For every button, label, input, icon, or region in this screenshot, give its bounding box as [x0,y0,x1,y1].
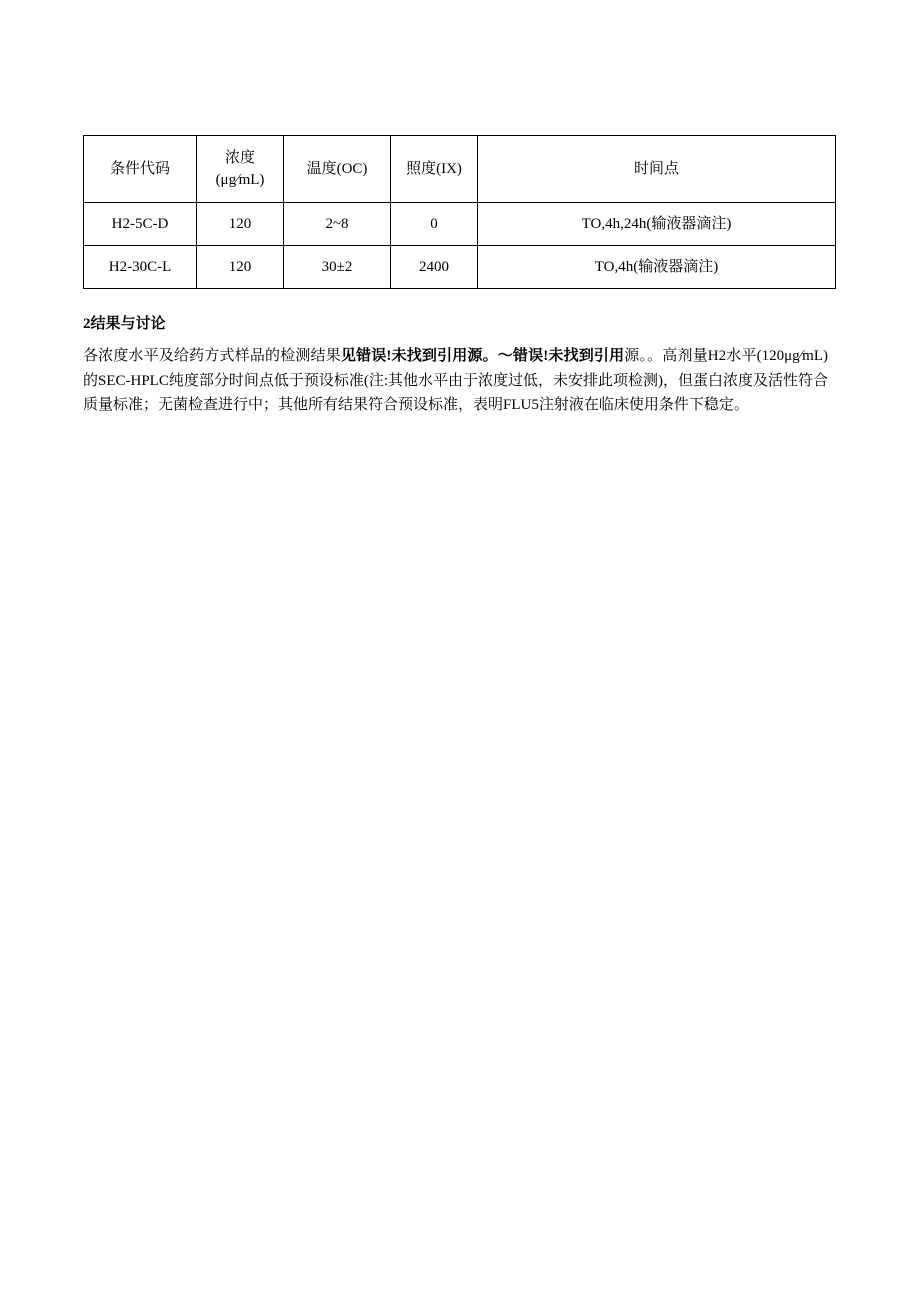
cell-temperature: 2~8 [284,203,391,246]
cell-concentration: 120 [197,203,284,246]
header-temperature: 温度(OC) [284,136,391,203]
header-condition-code: 条件代码 [84,136,197,203]
cell-illuminance: 2400 [391,246,478,289]
table-row [84,246,836,289]
cell-condition-code: H2-30C-L [84,246,197,289]
header-concentration-unit: (μg∕mL) [215,172,265,188]
header-concentration [197,136,284,203]
table-header-row [84,136,836,203]
cell-time-point: TO,4h,24h(输液器滴注) [478,203,836,246]
storage-conditions-table [83,135,836,289]
section-heading: 2结果与讨论 [83,316,166,332]
header-concentration-label: 浓度 [224,150,255,166]
cell-concentration: 120 [197,246,284,289]
header-illuminance: 照度(IX) [391,136,478,203]
cell-time-point: TO,4h(输液器滴注) [478,246,836,289]
paragraph-text-2: 源。。高剂量H2水平(120μg∕mL)的SEC-HPLC纯度部分时间点低于预设标准(注:其他水平由于浓度过低，未安排此项检测)，但蛋白浓度及活性符合质量标准；无菌检查进行中；其他所有结果符合预设标准，表明FLU5注射液在临床使用条件下稳定。 [83,348,829,413]
header-time-point: 时间点 [478,136,836,203]
broken-reference-text: 见错误!未找到引用源。～错误!未找到引用 [340,348,625,364]
results-paragraph [83,344,828,418]
cell-temperature: 30±2 [284,246,391,289]
cell-illuminance: 0 [391,203,478,246]
paragraph-text-1: 各浓度水平及给药方式样品的检测结果 [83,348,341,364]
cell-condition-code: H2-5C-D [84,203,197,246]
table-row [84,203,836,246]
